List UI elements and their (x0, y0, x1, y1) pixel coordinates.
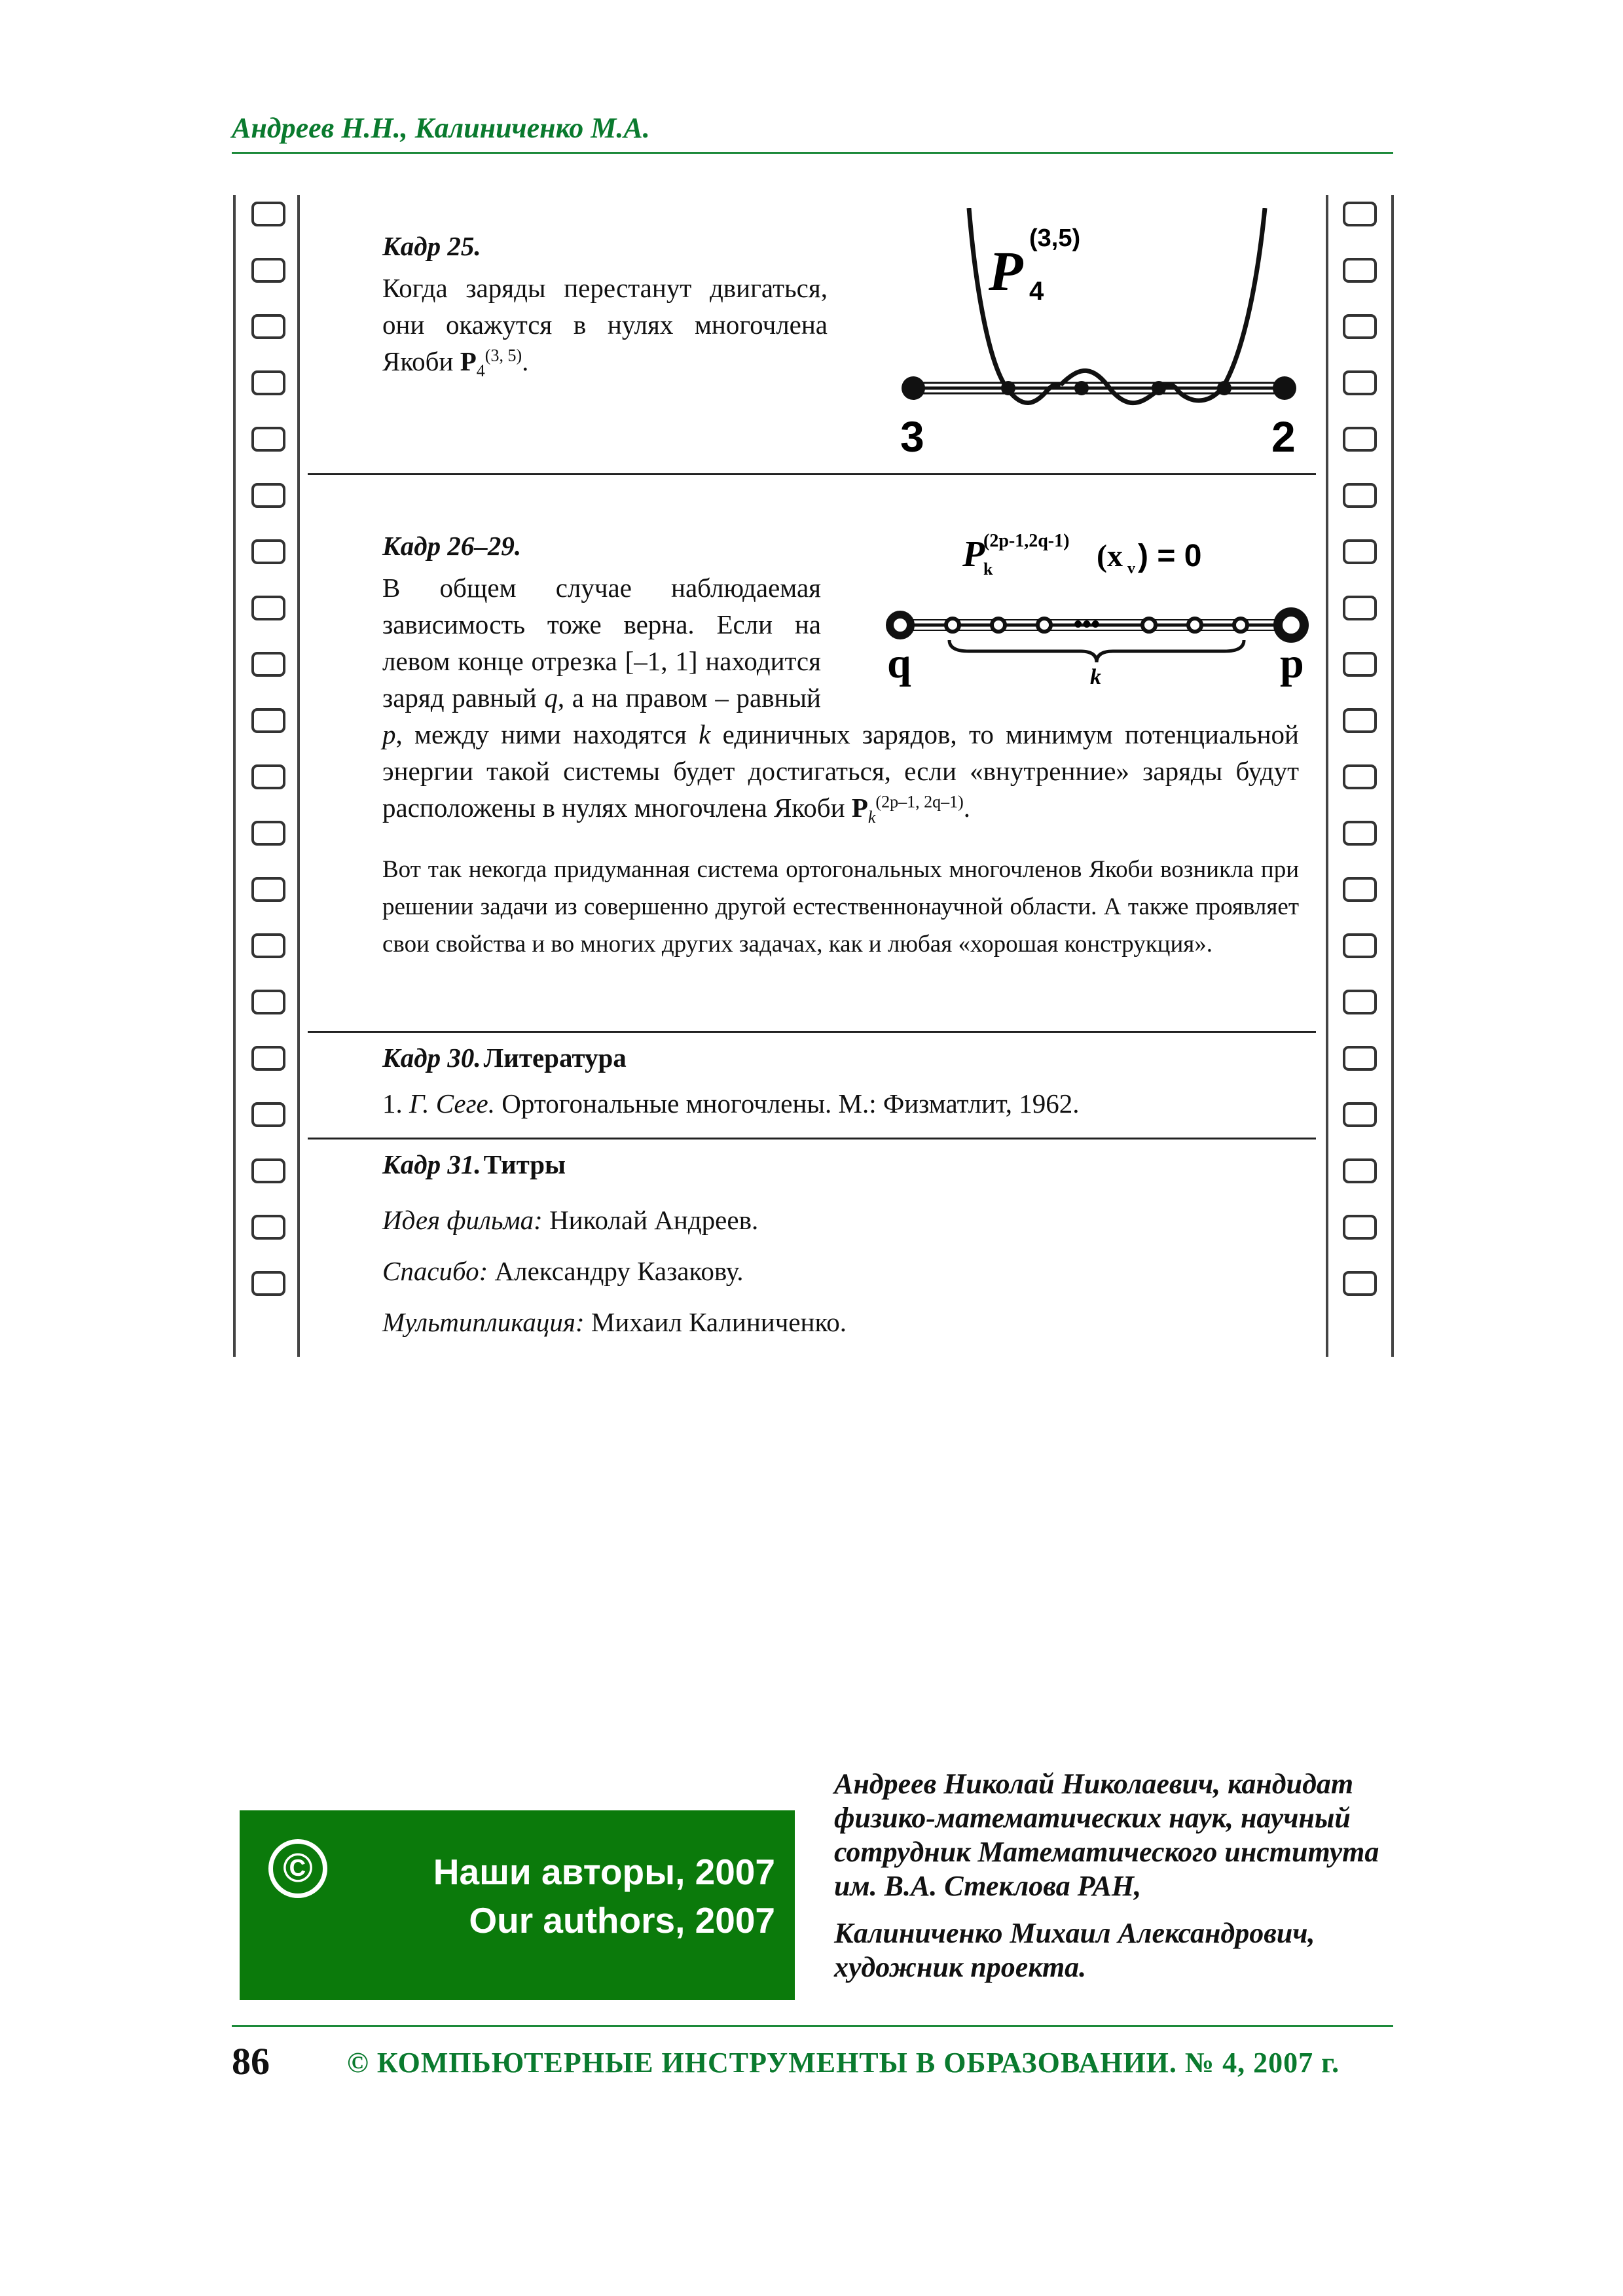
badge-line-ru: Наши авторы, 2007 (433, 1852, 775, 1892)
page-number: 86 (232, 2040, 270, 2083)
film-edge (233, 195, 236, 1357)
copyright-badge (240, 1810, 795, 2000)
film-hole (1343, 314, 1377, 339)
p4-sub: 4 (1029, 277, 1044, 306)
svg-text:v: v (1127, 560, 1135, 577)
film-hole (1343, 877, 1377, 902)
film-hole (251, 652, 285, 677)
film-hole (1343, 539, 1377, 564)
right-end-label: 2 (1271, 412, 1296, 457)
film-hole (251, 990, 285, 1014)
film-hole (251, 821, 285, 846)
frame-26-paragraph: В общем случае наблюдаемая зависимость тоже верна. Если на левом конце отрезка [–1, 1] находится заряд равный q, а на правом – равный p, между ними находятся k единичных зарядов, то минимум потенциальной энергии такой системы будет достигаться, если «внутренние» заряды будут расположены в нулях многочлена Якоби $P_k^{(2p-1, 2q-1)}$. (382, 573, 1299, 827)
frame-25-heading: Кадр 25. (382, 231, 481, 261)
film-hole (251, 933, 285, 958)
frame-31-heading: Кадр 31. (382, 1149, 481, 1179)
frame-separator (308, 473, 1316, 475)
charge-q (890, 615, 911, 636)
film-hole (1343, 1046, 1377, 1071)
film-hole (1343, 370, 1377, 395)
badge-line-en: Our authors, 2007 (469, 1900, 775, 1941)
conclusion-text: Вот так некогда придуманная система ортогональных многочленов Якоби возникла при решении задачи из совершенно другой естественнонаучной области. А также проявляет свои свойства и во многих других задачах, как и любая «хорошая конструкция». (382, 856, 1299, 958)
reference-1: 1. Г. Сеге. Ортогональные многочлены. М.: Физматлит, 1962. (382, 1088, 1080, 1119)
svg-text:(2p-1,2q-1): (2p-1,2q-1) (983, 531, 1070, 551)
film-hole (1343, 483, 1377, 508)
film-edge (297, 195, 300, 1357)
frame-25 (382, 230, 828, 380)
film-hole (251, 1046, 285, 1071)
film-hole (251, 483, 285, 508)
charge-right (1273, 376, 1296, 400)
film-hole (1343, 708, 1377, 733)
charges-figure (884, 524, 1316, 700)
film-hole (251, 258, 285, 283)
p4-sup: (3,5) (1029, 224, 1081, 252)
film-hole (1343, 652, 1377, 677)
frame-31-title: Титры (483, 1149, 566, 1179)
film-hole (1343, 990, 1377, 1014)
film-hole (251, 1271, 285, 1296)
svg-text:) = 0: ) = 0 (1138, 539, 1202, 573)
film-hole (1343, 764, 1377, 789)
frame-separator (308, 1031, 1316, 1033)
authors-info (834, 1767, 1423, 1984)
film-hole (1343, 596, 1377, 620)
journal-title: © КОМПЬЮТЕРНЫЕ ИНСТРУМЕНТЫ В ОБРАЗОВАНИИ. № 4, 2007 г. (347, 2047, 1340, 2079)
credit-line: Спасибо: Александру Казакову. (382, 1256, 744, 1286)
film-strip-left (233, 195, 300, 1357)
p4-label: P (989, 240, 1023, 302)
film-hole (251, 1215, 285, 1240)
film-hole (1343, 1271, 1377, 1296)
frame-separator (308, 1138, 1316, 1139)
formula-p: P (962, 534, 985, 575)
frame-26-heading: Кадр 26–29. (382, 531, 522, 561)
copyright-icon: © (268, 1839, 327, 1898)
film-strip-right (1326, 195, 1394, 1357)
film-hole (251, 539, 285, 564)
film-hole (1343, 1215, 1377, 1240)
p-label: p (1280, 639, 1304, 687)
jacobi-p4-figure (884, 208, 1316, 457)
film-hole (251, 370, 285, 395)
credit-line: Мультипликация: Михаил Калиниченко. (382, 1307, 847, 1337)
film-edge (1391, 195, 1394, 1357)
charge-left (902, 376, 925, 400)
k-label: k (1090, 665, 1101, 689)
ellipsis-dots: ••• (1074, 611, 1100, 638)
frame-31-heading-line (382, 1149, 566, 1180)
film-hole (1343, 1102, 1377, 1127)
svg-text:(x: (x (1097, 539, 1123, 573)
film-hole (251, 877, 285, 902)
film-hole (251, 708, 285, 733)
left-end-label: 3 (900, 412, 924, 457)
frame-30-title: Литература (483, 1043, 627, 1073)
film-hole (251, 427, 285, 452)
film-hole (1343, 202, 1377, 226)
film-hole (1343, 258, 1377, 283)
svg-text:k: k (983, 560, 993, 579)
film-hole (251, 1158, 285, 1183)
film-hole (1343, 427, 1377, 452)
film-hole (251, 1102, 285, 1127)
frame-30-heading-line (382, 1042, 627, 1073)
author-1: Андреев Николай Николаевич, кандидат физико-математических наук, научный сотрудник Математического института им. В.А. Стеклова РАН, (834, 1768, 1379, 1902)
brace (949, 640, 1244, 662)
film-hole (251, 314, 285, 339)
film-hole (251, 202, 285, 226)
charge-p (1278, 612, 1304, 638)
footer-rule (232, 2025, 1393, 2027)
frame-25-text: Когда заряды перестанут двигаться, они окажутся в нулях многочлена Якоби $P_4^{(3, 5)}$. (382, 273, 828, 381)
film-hole (1343, 821, 1377, 846)
film-hole (251, 764, 285, 789)
film-hole (1343, 1158, 1377, 1183)
film-hole (251, 596, 285, 620)
film-hole (1343, 933, 1377, 958)
film-edge (1326, 195, 1328, 1357)
frame-30-heading: Кадр 30. (382, 1043, 481, 1073)
running-header: Андреев Н.Н., Калиниченко М.А. (232, 112, 650, 144)
header-rule (232, 152, 1393, 154)
credit-line: Идея фильма: Николай Андреев. (382, 1205, 759, 1235)
author-2: Калиниченко Михаил Александрович, художник проекта. (834, 1917, 1315, 1983)
q-label: q (887, 639, 911, 687)
